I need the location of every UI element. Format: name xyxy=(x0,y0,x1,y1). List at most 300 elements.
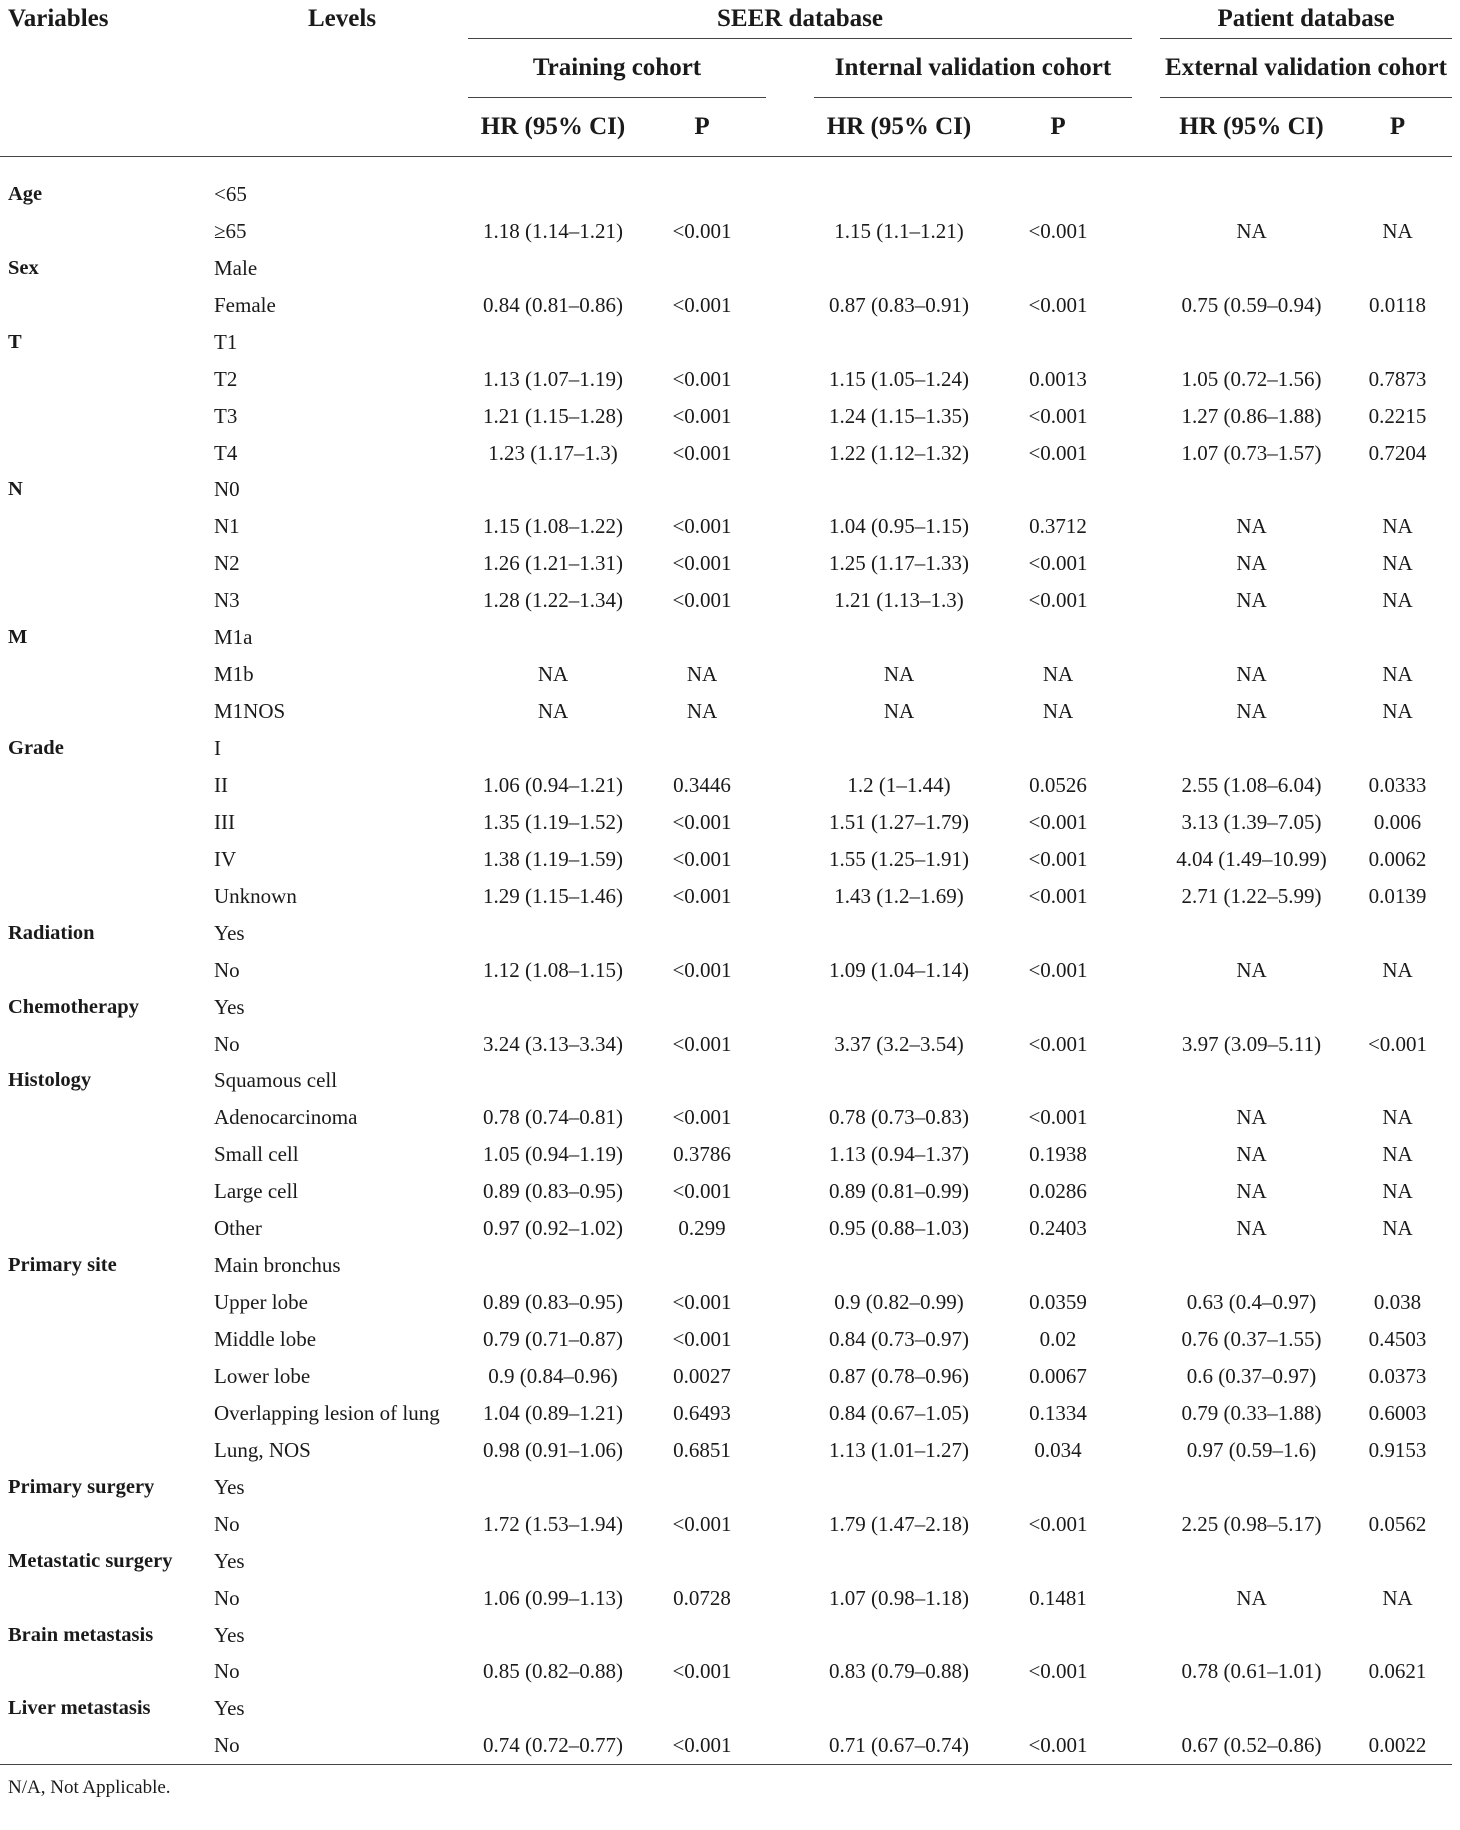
level-cell: Small cell xyxy=(214,1142,299,1167)
level-cell: <65 xyxy=(214,181,247,206)
variable-cell: Primary surgery xyxy=(8,1475,155,1498)
table-row xyxy=(0,1432,1452,1469)
external-hr-cell xyxy=(1160,730,1343,767)
variable-cell: Metastatic surgery xyxy=(8,1549,173,1572)
internal-p-cell: <0.001 xyxy=(1028,846,1088,871)
internal-hr-cell: 1.13 (0.94–1.37) xyxy=(829,1142,969,1167)
internal-p-cell: 0.1481 xyxy=(1029,1585,1087,1610)
training-p-cell: 0.299 xyxy=(678,1216,726,1241)
level-cell: Other xyxy=(214,1216,262,1241)
table-row xyxy=(0,989,1452,1026)
internal-hr-cell: 1.79 (1.47–2.18) xyxy=(829,1511,969,1536)
external-hr-cell: 0.67 (0.52–0.86) xyxy=(1160,1727,1343,1764)
external-hr-cell: 4.04 (1.49–10.99) xyxy=(1176,846,1327,871)
internal-hr-cell: 1.22 (1.12–1.32) xyxy=(829,440,969,465)
table-row xyxy=(0,361,1452,398)
external-hr-cell: NA xyxy=(1236,1585,1267,1610)
internal-p-cell: NA xyxy=(1042,699,1074,724)
level-cell: No xyxy=(214,1511,240,1536)
level-cell: No xyxy=(196,1727,468,1764)
variable-cell: M xyxy=(8,626,28,649)
training-hr-cell xyxy=(468,730,638,767)
training-p-cell: NA xyxy=(686,662,718,687)
external-hr-cell xyxy=(1160,1247,1343,1284)
table-row xyxy=(0,250,1452,287)
variables-header: Variables xyxy=(8,5,109,33)
training-hr-cell: 1.28 (1.22–1.34) xyxy=(483,588,623,613)
external-p-cell: 0.038 xyxy=(1373,1290,1422,1315)
internal-p-cell: 0.0067 xyxy=(1029,1363,1087,1388)
level-cell: I xyxy=(214,736,221,761)
internal-p-cell: 0.0013 xyxy=(1029,366,1087,391)
training-p-cell: <0.001 xyxy=(672,846,732,871)
internal-hr-cell: 1.24 (1.15–1.35) xyxy=(829,403,969,428)
training-p-cell xyxy=(638,250,766,287)
training-p-cell: 0.0728 xyxy=(673,1585,731,1610)
internal-hr-cell: 0.95 (0.88–1.03) xyxy=(829,1216,969,1241)
table-row xyxy=(0,472,1452,509)
table-row xyxy=(0,1136,1452,1173)
external-hr-cell: NA xyxy=(1236,1142,1267,1167)
external-hr-cell xyxy=(1160,1469,1343,1506)
variable-cell xyxy=(0,1654,196,1691)
internal-hr-cell: 0.78 (0.73–0.83) xyxy=(829,1105,969,1130)
internal-p-cell: 0.034 xyxy=(1034,1437,1082,1462)
level-cell: T3 xyxy=(214,403,238,428)
training-p-cell: <0.001 xyxy=(672,440,732,465)
level-cell: Adenocarcinoma xyxy=(214,1105,358,1130)
external-hr-cell: 1.07 (0.73–1.57) xyxy=(1181,440,1322,465)
internal-hr-cell: 1.15 (1.1–1.21) xyxy=(834,218,964,243)
external-hr-header: HR (95% CI) xyxy=(1160,98,1343,157)
training-hr-cell xyxy=(468,1063,638,1100)
variable-cell xyxy=(0,1358,196,1395)
variable-cell xyxy=(0,213,196,250)
external-hr-cell: NA xyxy=(1236,551,1267,576)
external-p-cell: NA xyxy=(1382,1142,1413,1167)
internal-p-cell: 0.1334 xyxy=(1029,1400,1087,1425)
internal-hr-cell: 0.89 (0.81–0.99) xyxy=(829,1179,969,1204)
training-p-cell: <0.001 xyxy=(672,218,732,243)
level-cell: No xyxy=(214,957,240,982)
training-hr-cell: 0.98 (0.91–1.06) xyxy=(483,1437,623,1462)
training-hr-cell: 0.89 (0.83–0.95) xyxy=(483,1179,623,1204)
internal-p-cell xyxy=(984,324,1132,361)
table-row xyxy=(0,1690,1452,1727)
external-p-cell xyxy=(1343,1617,1452,1654)
external-hr-cell: 2.55 (1.08–6.04) xyxy=(1181,772,1322,797)
external-p-cell: NA xyxy=(1382,551,1413,576)
variable-cell xyxy=(0,841,196,878)
training-p-cell xyxy=(638,915,766,952)
level-cell: IV xyxy=(214,846,237,871)
table-row xyxy=(0,619,1452,656)
level-cell: ≥65 xyxy=(214,218,247,243)
internal-hr-cell xyxy=(814,730,984,767)
external-p-cell: 0.0333 xyxy=(1368,772,1427,797)
external-hr-cell: NA xyxy=(1236,588,1267,613)
external-p-cell: 0.006 xyxy=(1373,809,1422,834)
training-p-cell xyxy=(638,472,766,509)
external-p-cell: 0.6003 xyxy=(1368,1400,1427,1425)
external-p-cell xyxy=(1343,324,1452,361)
internal-hr-cell xyxy=(814,472,984,509)
training-hr-cell: NA xyxy=(537,662,569,687)
external-p-cell: NA xyxy=(1382,662,1413,687)
variable-cell xyxy=(0,1026,196,1063)
table-row xyxy=(0,1395,1452,1432)
table-row xyxy=(0,398,1452,435)
external-p-cell xyxy=(1343,1543,1452,1580)
variable-cell xyxy=(0,804,196,841)
external-p-cell: <0.001 xyxy=(1367,1031,1428,1056)
variable-cell xyxy=(0,952,196,989)
table-row xyxy=(0,435,1452,472)
level-cell: M1a xyxy=(214,625,253,650)
external-hr-cell xyxy=(1160,324,1343,361)
variable-cell xyxy=(0,1506,196,1543)
training-hr-cell: 1.13 (1.07–1.19) xyxy=(483,366,623,391)
level-cell: T2 xyxy=(214,366,238,391)
table-row xyxy=(0,1099,1452,1136)
variable-cell: Liver metastasis xyxy=(8,1697,151,1720)
level-cell: N3 xyxy=(214,588,240,613)
level-cell: Yes xyxy=(214,1696,245,1721)
training-p-cell xyxy=(638,730,766,767)
external-hr-cell: 2.71 (1.22–5.99) xyxy=(1181,883,1322,908)
level-cell: Male xyxy=(214,255,258,280)
internal-hr-cell: 1.09 (1.04–1.14) xyxy=(829,957,969,982)
internal-p-cell xyxy=(984,1247,1132,1284)
internal-p-cell: 0.3712 xyxy=(1029,514,1087,539)
training-hr-cell xyxy=(468,176,638,213)
internal-hr-cell: 1.04 (0.95–1.15) xyxy=(829,514,969,539)
level-cell: M1b xyxy=(214,662,254,687)
internal-p-cell: <0.001 xyxy=(1028,883,1088,908)
training-p-cell xyxy=(638,324,766,361)
external-hr-cell xyxy=(1160,250,1343,287)
internal-p-cell xyxy=(984,176,1132,213)
internal-hr-cell: 1.55 (1.25–1.91) xyxy=(829,846,969,871)
table-row xyxy=(0,1617,1452,1654)
variable-cell: Histology xyxy=(8,1069,92,1092)
training-p-cell xyxy=(638,1469,766,1506)
levels-header: Levels xyxy=(308,5,377,33)
internal-hr-cell: 0.84 (0.73–0.97) xyxy=(829,1327,969,1352)
external-p-cell xyxy=(1343,1247,1452,1284)
table-row xyxy=(0,656,1452,693)
training-hr-cell: 0.79 (0.71–0.87) xyxy=(483,1327,623,1352)
internal-p-cell xyxy=(984,1617,1132,1654)
external-hr-cell xyxy=(1160,1617,1343,1654)
header-row-databases xyxy=(0,0,1452,39)
variable-cell xyxy=(0,1099,196,1136)
table-row xyxy=(0,1321,1452,1358)
training-p-cell: <0.001 xyxy=(672,957,732,982)
variable-cell xyxy=(0,1284,196,1321)
training-hr-cell xyxy=(468,989,638,1026)
table-row xyxy=(0,1358,1452,1395)
training-cohort-header: Training cohort xyxy=(468,39,766,98)
variable-cell xyxy=(0,435,196,472)
training-hr-cell: 1.23 (1.17–1.3) xyxy=(488,440,618,465)
internal-p-header: P xyxy=(984,98,1132,157)
external-p-cell: 0.0562 xyxy=(1368,1511,1427,1536)
internal-hr-cell: 1.15 (1.05–1.24) xyxy=(829,366,969,391)
table-row xyxy=(0,545,1452,582)
training-p-cell: <0.001 xyxy=(672,1511,732,1536)
variable-cell xyxy=(0,1727,196,1764)
table-row xyxy=(0,1210,1452,1247)
training-p-cell: <0.001 xyxy=(672,1659,732,1684)
training-hr-header: HR (95% CI) xyxy=(468,98,638,157)
variable-cell: Chemotherapy xyxy=(8,995,139,1018)
training-p-cell: 0.3786 xyxy=(673,1142,731,1167)
training-hr-cell: 1.26 (1.21–1.31) xyxy=(483,551,623,576)
external-hr-cell: 0.75 (0.59–0.94) xyxy=(1181,292,1322,317)
internal-hr-cell: 0.9 (0.82–0.99) xyxy=(834,1290,964,1315)
variable-cell xyxy=(0,398,196,435)
internal-hr-cell: 1.25 (1.17–1.33) xyxy=(829,551,969,576)
training-p-cell: 0.0027 xyxy=(673,1363,731,1388)
external-p-cell xyxy=(1343,1690,1452,1727)
external-hr-cell xyxy=(1160,915,1343,952)
table-row xyxy=(0,1469,1452,1506)
variable-cell xyxy=(0,878,196,915)
internal-hr-cell xyxy=(814,1247,984,1284)
external-p-cell: 0.4503 xyxy=(1368,1327,1427,1352)
external-p-cell xyxy=(1343,730,1452,767)
external-p-cell xyxy=(1343,1063,1452,1100)
training-p-cell xyxy=(638,1247,766,1284)
variable-cell xyxy=(0,582,196,619)
variable-cell: T xyxy=(8,330,22,353)
external-p-cell: NA xyxy=(1382,218,1413,243)
variable-cell: N xyxy=(8,478,23,501)
external-hr-cell xyxy=(1160,176,1343,213)
training-hr-cell xyxy=(468,915,638,952)
training-hr-cell: 1.18 (1.14–1.21) xyxy=(483,218,623,243)
training-hr-cell: 0.78 (0.74–0.81) xyxy=(483,1105,623,1130)
internal-p-cell: <0.001 xyxy=(1028,1511,1088,1536)
internal-p-cell: <0.001 xyxy=(984,1727,1132,1764)
variable-cell xyxy=(0,1395,196,1432)
variable-cell: Age xyxy=(8,182,43,205)
training-p-cell: <0.001 xyxy=(672,1179,732,1204)
table-row xyxy=(0,1580,1452,1617)
internal-hr-cell: 1.07 (0.98–1.18) xyxy=(829,1585,969,1610)
table-row xyxy=(0,508,1452,545)
internal-hr-cell xyxy=(814,176,984,213)
table-row xyxy=(0,841,1452,878)
internal-p-cell xyxy=(984,915,1132,952)
training-hr-cell: 1.29 (1.15–1.46) xyxy=(483,883,623,908)
level-cell: Lung, NOS xyxy=(214,1437,311,1462)
level-cell: No xyxy=(214,1031,240,1056)
internal-hr-cell xyxy=(814,619,984,656)
external-hr-cell: 0.79 (0.33–1.88) xyxy=(1181,1400,1322,1425)
external-p-cell: 0.0022 xyxy=(1343,1727,1452,1764)
training-hr-cell: 1.21 (1.15–1.28) xyxy=(483,403,623,428)
training-p-cell: 0.6493 xyxy=(673,1400,731,1425)
patient-database-header: Patient database xyxy=(1160,0,1452,39)
variable-cell xyxy=(0,1210,196,1247)
external-p-cell: NA xyxy=(1382,1179,1413,1204)
internal-hr-cell: 1.43 (1.2–1.69) xyxy=(834,883,964,908)
level-cell: T1 xyxy=(214,329,238,354)
external-hr-cell xyxy=(1160,1690,1343,1727)
training-p-cell: <0.001 xyxy=(672,514,732,539)
header-row-measures xyxy=(0,98,1452,157)
training-hr-cell: 1.06 (0.99–1.13) xyxy=(483,1585,623,1610)
external-hr-cell xyxy=(1160,1543,1343,1580)
training-hr-cell: 1.04 (0.89–1.21) xyxy=(483,1400,623,1425)
external-p-cell: NA xyxy=(1382,588,1413,613)
internal-p-cell: <0.001 xyxy=(1028,957,1088,982)
external-hr-cell: 1.05 (0.72–1.56) xyxy=(1181,366,1322,391)
external-hr-cell: NA xyxy=(1236,1179,1267,1204)
external-p-cell: 0.9153 xyxy=(1368,1437,1427,1462)
training-p-cell: <0.001 xyxy=(672,809,732,834)
external-p-cell: 0.0062 xyxy=(1368,846,1427,871)
table-row xyxy=(0,324,1452,361)
seer-database-header: SEER database xyxy=(468,0,1132,39)
internal-p-cell: <0.001 xyxy=(1028,1659,1088,1684)
table-row xyxy=(0,1247,1452,1284)
variable-cell xyxy=(0,693,196,730)
internal-hr-cell: NA xyxy=(883,699,915,724)
level-cell: Middle lobe xyxy=(214,1327,317,1352)
internal-p-cell xyxy=(984,619,1132,656)
variable-cell xyxy=(0,767,196,804)
table-row xyxy=(0,693,1452,730)
variable-cell: Brain metastasis xyxy=(8,1623,154,1646)
internal-hr-cell xyxy=(814,1690,984,1727)
level-cell: Yes xyxy=(214,1474,245,1499)
training-p-cell: <0.001 xyxy=(638,1727,766,1764)
external-hr-cell: 0.97 (0.59–1.6) xyxy=(1186,1437,1317,1462)
training-p-cell: <0.001 xyxy=(672,551,732,576)
external-p-cell: 0.0118 xyxy=(1369,292,1426,317)
training-p-cell: <0.001 xyxy=(672,403,732,428)
training-p-header: P xyxy=(638,98,766,157)
variable-cell xyxy=(0,287,196,324)
internal-p-cell: <0.001 xyxy=(1028,551,1088,576)
training-p-cell: 0.3446 xyxy=(673,772,731,797)
external-hr-cell: 0.76 (0.37–1.55) xyxy=(1181,1327,1322,1352)
training-hr-cell xyxy=(468,1690,638,1727)
variable-cell xyxy=(0,545,196,582)
level-cell: Main bronchus xyxy=(214,1253,341,1278)
variable-cell: Grade xyxy=(8,737,64,760)
training-hr-cell: 0.85 (0.82–0.88) xyxy=(483,1659,623,1684)
training-hr-cell: 0.9 (0.84–0.96) xyxy=(488,1363,618,1388)
external-hr-cell: NA xyxy=(1236,957,1267,982)
table-row xyxy=(0,1284,1452,1321)
training-p-cell xyxy=(638,1690,766,1727)
level-cell: Overlapping lesion of lung xyxy=(214,1400,440,1425)
training-hr-cell xyxy=(468,472,638,509)
variable-cell xyxy=(0,361,196,398)
external-p-cell: 0.2215 xyxy=(1368,403,1427,428)
internal-p-cell xyxy=(984,730,1132,767)
external-hr-cell xyxy=(1160,989,1343,1026)
table-row xyxy=(0,952,1452,989)
internal-p-cell xyxy=(984,1063,1132,1100)
external-p-cell xyxy=(1343,1469,1452,1506)
training-hr-cell: 3.24 (3.13–3.34) xyxy=(483,1031,623,1056)
internal-p-cell xyxy=(984,472,1132,509)
training-hr-cell xyxy=(468,1543,638,1580)
internal-p-cell: <0.001 xyxy=(1028,440,1088,465)
variable-cell xyxy=(0,656,196,693)
table-row xyxy=(0,1654,1452,1691)
internal-hr-cell xyxy=(814,1063,984,1100)
internal-hr-cell: 0.87 (0.83–0.91) xyxy=(829,292,969,317)
internal-p-cell xyxy=(984,1469,1132,1506)
external-hr-cell: 3.97 (3.09–5.11) xyxy=(1181,1031,1322,1056)
level-cell: Yes xyxy=(214,920,245,945)
internal-p-cell: <0.001 xyxy=(1028,403,1088,428)
table-row xyxy=(0,213,1452,250)
training-hr-cell: 1.12 (1.08–1.15) xyxy=(483,957,623,982)
level-cell: N1 xyxy=(214,514,240,539)
training-p-cell: <0.001 xyxy=(672,1290,732,1315)
level-cell: Female xyxy=(214,292,276,317)
external-hr-cell xyxy=(1160,619,1343,656)
internal-p-cell: <0.001 xyxy=(1028,1031,1088,1056)
training-p-cell: <0.001 xyxy=(672,292,732,317)
internal-hr-cell: 0.84 (0.67–1.05) xyxy=(829,1400,969,1425)
internal-p-cell: NA xyxy=(1042,662,1074,687)
level-cell: Yes xyxy=(214,994,245,1019)
external-p-cell: 0.7204 xyxy=(1368,440,1427,465)
external-hr-cell: NA xyxy=(1236,1105,1267,1130)
variable-cell xyxy=(0,1173,196,1210)
external-hr-cell: 0.63 (0.4–0.97) xyxy=(1186,1290,1317,1315)
level-cell: N2 xyxy=(214,551,240,576)
external-p-cell xyxy=(1343,619,1452,656)
training-hr-cell: 1.35 (1.19–1.52) xyxy=(483,809,623,834)
training-hr-cell: 0.74 (0.72–0.77) xyxy=(468,1727,638,1764)
external-p-cell xyxy=(1343,176,1452,213)
internal-hr-cell xyxy=(814,989,984,1026)
level-cell: Unknown xyxy=(214,883,297,908)
training-hr-cell: 0.89 (0.83–0.95) xyxy=(483,1290,623,1315)
internal-hr-cell: 1.2 (1–1.44) xyxy=(847,772,951,797)
external-p-cell: 0.0139 xyxy=(1368,883,1427,908)
internal-p-cell: <0.001 xyxy=(1028,218,1088,243)
internal-hr-cell: 0.71 (0.67–0.74) xyxy=(814,1727,984,1764)
internal-hr-cell xyxy=(814,324,984,361)
training-hr-cell: 1.15 (1.08–1.22) xyxy=(483,514,623,539)
level-cell: T4 xyxy=(214,440,238,465)
variable-cell xyxy=(0,1580,196,1617)
level-cell: Large cell xyxy=(214,1179,299,1204)
internal-hr-cell xyxy=(814,1469,984,1506)
internal-hr-cell: 0.83 (0.79–0.88) xyxy=(829,1659,969,1684)
table-row xyxy=(0,176,1452,213)
external-p-header: P xyxy=(1343,98,1452,157)
training-hr-cell xyxy=(468,250,638,287)
level-cell: Squamous cell xyxy=(214,1068,338,1093)
level-cell: Lower lobe xyxy=(214,1363,311,1388)
training-p-cell: <0.001 xyxy=(672,366,732,391)
external-hr-cell: NA xyxy=(1236,218,1267,243)
training-hr-cell: 0.84 (0.81–0.86) xyxy=(483,292,623,317)
external-p-cell: 0.7873 xyxy=(1368,366,1427,391)
training-hr-cell: 1.06 (0.94–1.21) xyxy=(483,772,623,797)
